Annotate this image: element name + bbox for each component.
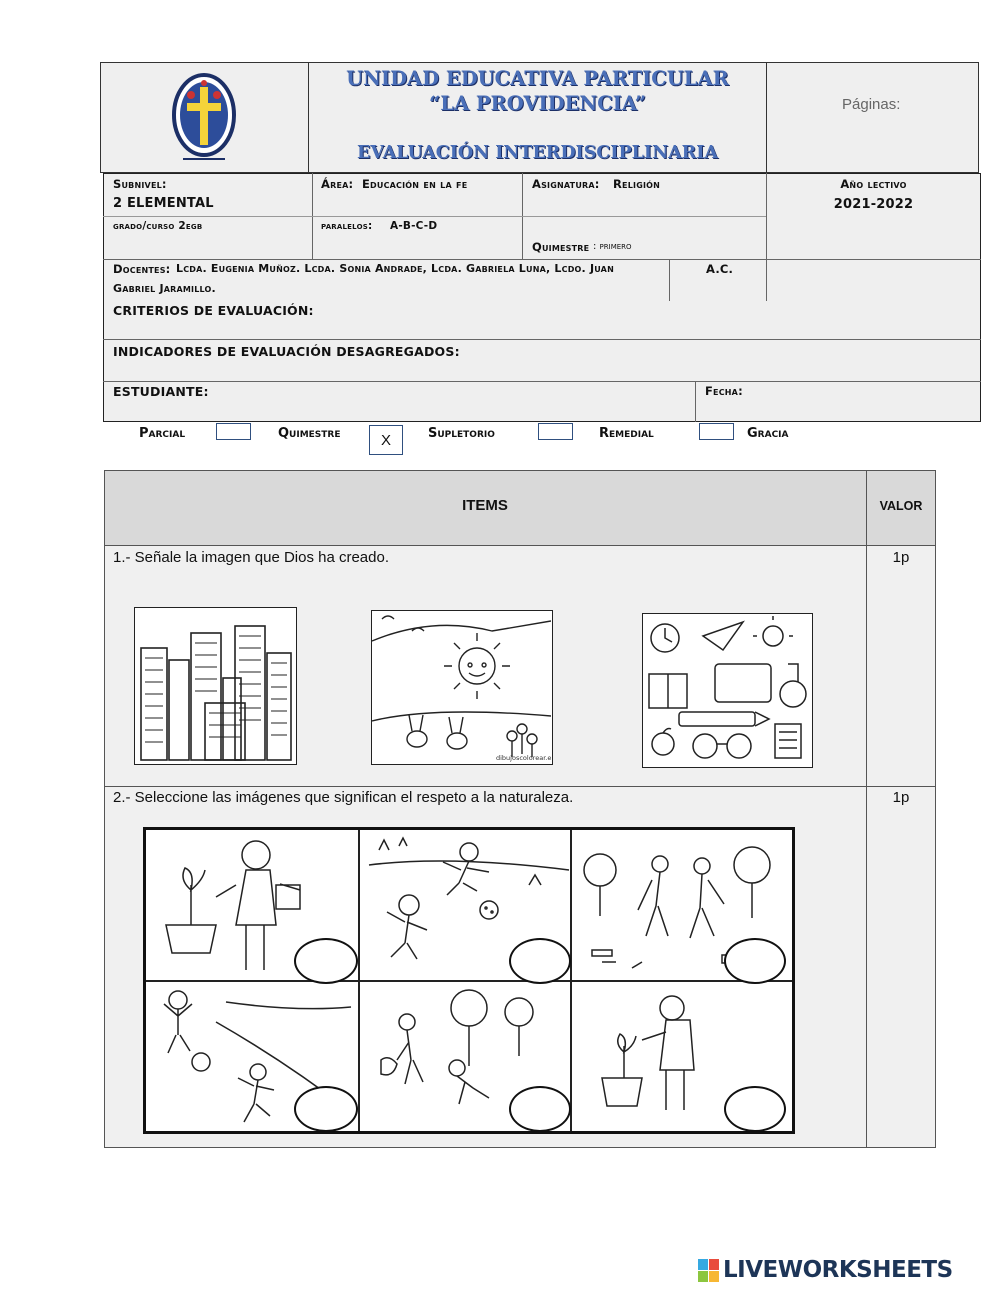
school-crest-icon — [169, 69, 239, 167]
parcial-checkbox[interactable] — [216, 423, 251, 440]
subnivel-value: 2 ELEMENTAL — [113, 196, 214, 211]
anio-value: 2021-2022 — [833, 197, 914, 212]
objects-image-option[interactable] — [642, 613, 813, 768]
estudiante-label: ESTUDIANTE: — [113, 384, 209, 399]
scene-watering-plant — [146, 830, 358, 980]
nature-respect-panel — [143, 827, 795, 1134]
nature-image-option[interactable] — [371, 610, 553, 765]
scene-5-answer-circle[interactable] — [509, 1086, 571, 1132]
school-name-line2: “LA PROVIDENCIA” — [429, 92, 646, 115]
fecha-label: Fecha: — [705, 384, 743, 398]
quimestre-label: Quimestre — [532, 240, 590, 254]
quimestre-value: : primero — [593, 241, 632, 252]
remedial-label: Remedial — [599, 426, 654, 441]
scene-hill-play — [146, 982, 358, 1130]
supletorio-checkbox[interactable] — [538, 423, 573, 440]
city-buildings-icon — [135, 608, 295, 763]
evaluation-title: EVALUACIÓN INTERDISCIPLINARIA — [357, 143, 718, 163]
school-objects-icon — [643, 614, 811, 766]
items-header: ITEMS — [462, 497, 508, 514]
quimestre-mark: X — [380, 432, 391, 449]
ac-label: A.C. — [706, 262, 734, 276]
scene-planting — [572, 982, 798, 1130]
brand-text: LIVEWORKSHEETS — [723, 1257, 953, 1283]
paralelos-value: A-B-C-D — [390, 220, 438, 232]
scene-cleaning — [359, 982, 570, 1130]
city-image-option[interactable] — [134, 607, 297, 765]
scene-6-answer-circle[interactable] — [724, 1086, 786, 1132]
remedial-checkbox[interactable] — [699, 423, 734, 440]
gracia-label: Gracia — [747, 426, 789, 441]
scene-3-answer-circle[interactable] — [724, 938, 786, 984]
docentes-line1: Lcda. Eugenia Muñoz. Lcda. Sonia Andrade, Lcda. Gabriela Luna, Lcdo. Juan — [176, 262, 614, 275]
nature-sun-rabbits-icon — [372, 611, 551, 763]
indicadores-label: INDICADORES DE EVALUACIÓN DESAGREGADOS: — [113, 344, 460, 359]
header-title-cell — [308, 62, 767, 173]
scene-kids-playing — [359, 830, 570, 980]
pages-label: Páginas: — [842, 96, 901, 113]
liveworksheets-logo — [698, 1257, 998, 1285]
quimestre-type-label: Quimestre — [278, 426, 341, 441]
quimestre-checkbox[interactable] — [369, 425, 403, 455]
nature-watermark: dibujoscolorear.es — [496, 754, 551, 762]
criterios-label: CRITERIOS DE EVALUACIÓN: — [113, 303, 314, 318]
school-name-line1: UNIDAD EDUCATIVA PARTICULAR — [346, 67, 729, 90]
supletorio-label: Supletorio — [428, 426, 495, 441]
docentes-label: Docentes: — [113, 262, 171, 276]
valor-header: VALOR — [879, 499, 923, 513]
brand-color-blocks-icon — [698, 1259, 720, 1283]
grado-label: grado/curso 2egb — [113, 220, 203, 232]
parcial-label: Parcial — [139, 426, 186, 441]
scene-littering — [572, 830, 798, 980]
paralelos-label: paralelos: — [321, 220, 373, 232]
anio-label: Año lectivo — [840, 177, 907, 191]
scene-1-answer-circle[interactable] — [294, 938, 358, 984]
scene-4-answer-circle[interactable] — [294, 1086, 358, 1132]
area-label: Área: — [321, 177, 354, 191]
scene-2-answer-circle[interactable] — [509, 938, 571, 984]
question-1-text: 1.- Señale la imagen que Dios ha creado. — [113, 549, 390, 566]
asignatura-label: Asignatura: — [532, 177, 600, 191]
header-pages-cell — [766, 62, 979, 173]
area-value: Educación en la fe — [362, 177, 468, 191]
header-logo-cell — [100, 62, 309, 173]
question-1-value: 1p — [892, 549, 910, 566]
subnivel-label: Subnivel: — [113, 177, 167, 191]
question-2-value: 1p — [892, 789, 910, 806]
question-2-text: 2.- Seleccione las imágenes que significan el respeto a la naturaleza. — [113, 789, 574, 806]
docentes-line2: Gabriel Jaramillo. — [113, 282, 216, 295]
asignatura-value: Religión — [613, 177, 661, 191]
